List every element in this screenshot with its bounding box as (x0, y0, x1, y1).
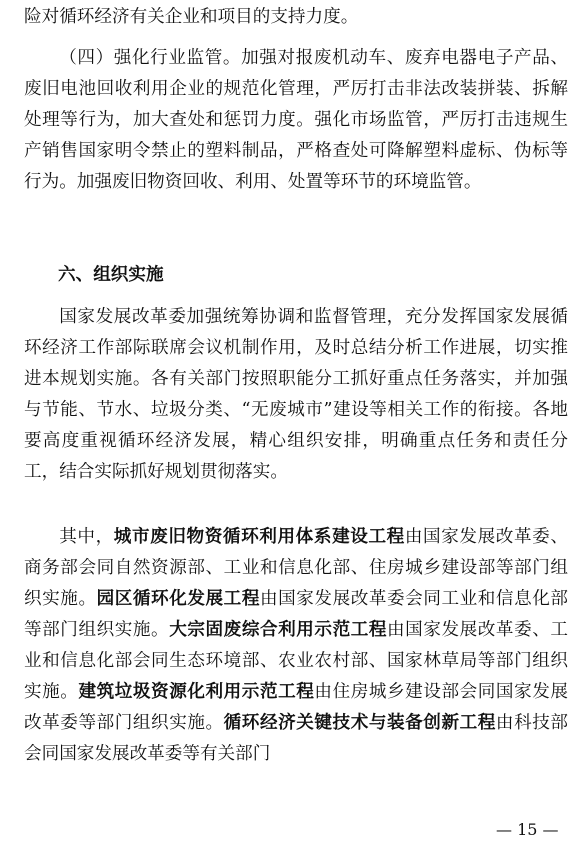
section-heading-organization: 六、组织实施 (58, 265, 164, 285)
paragraph-industry-supervision: （四）强化行业监管。加强对报废机动车、废弃电器电子产品、废旧电池回收利用企业的规范化管理，严厉打击非法改装拼装、拆解处理等行为，加大查处和惩罚力度。强化市场监管，严厉打击违规生产销售国家明令禁止的塑料制品，严格查处可降解塑料虚标、伪标等行为。加强废旧物资回收、利用、处置等环节的环境监管。 (24, 48, 568, 192)
project-name-park-circular: 园区循环化发展工程 (96, 589, 260, 609)
project-name-key-technology: 循环经济关键技术与装备创新工程 (223, 713, 496, 733)
paragraph-implementation: 国家发展改革委加强统筹协调和监督管理，充分发挥国家发展循环经济工作部际联席会议机制作用，及时总结分析工作进展，切实推进本规划实施。各有关部门按照职能分工抓好重点任务落实，并加强与节能、节水、垃圾分类、“无废城市”建设等相关工作的衔接。各地要高度重视循环经济发展，精心组织安排，明确重点任务和责任分工，结合实际抓好规划贯彻落实。 (24, 307, 568, 482)
project-name-solid-waste: 大宗固废综合利用示范工程 (169, 620, 388, 640)
projects-text-4: 由国家发展改革委、工业和信息化部会同生态环境部、农业农村部、国家林草局等部门组织实施。 (24, 620, 568, 702)
projects-text-1: 其中， (59, 527, 114, 547)
project-name-construction-waste: 建筑垃圾资源化利用示范工程 (78, 682, 315, 702)
page-number: — 15 — (496, 820, 559, 839)
projects-text-6: 由科技部会同国家发展改革委等有关部门 (24, 713, 568, 764)
projects-text-5: 由住房城乡建设部会同国家发展改革委等部门组织实施。 (24, 682, 568, 733)
paragraph-continued: 险对循环经济有关企业和项目的支持力度。 (24, 7, 359, 27)
project-name-urban-recycling: 城市废旧物资循环利用体系建设工程 (113, 527, 405, 547)
projects-text-2: 由国家发展改革委、商务部会同自然资源部、工业和信息化部、住房城乡建设部等部门组织实施。 (24, 527, 568, 609)
projects-text-3: 由国家发展改革委会同工业和信息化部等部门组织实施。 (24, 589, 568, 640)
paragraph-projects (24, 522, 568, 770)
